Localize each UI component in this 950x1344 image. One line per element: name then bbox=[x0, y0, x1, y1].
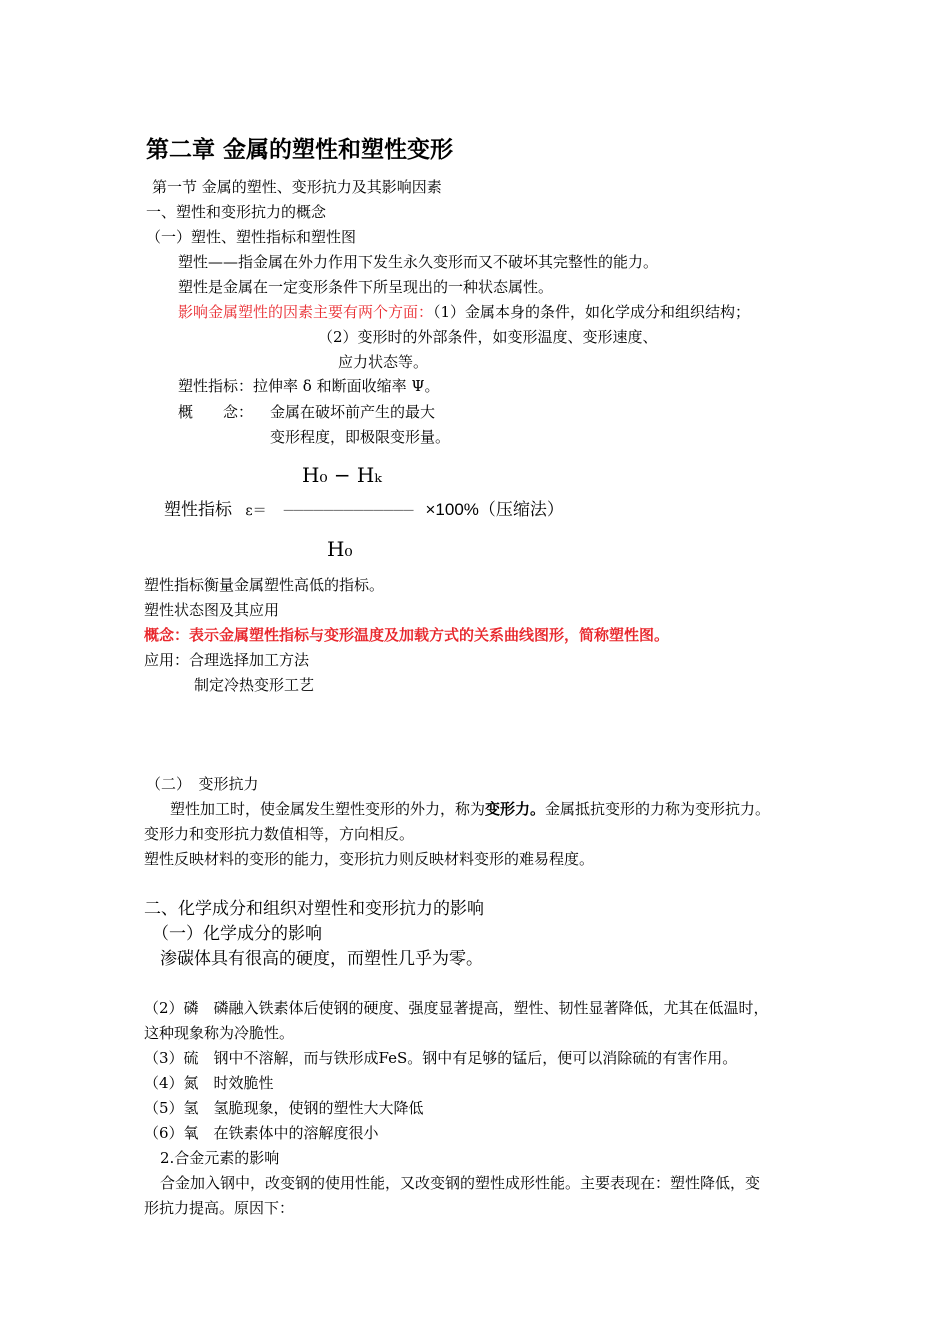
resistance-paragraph-1 bbox=[170, 799, 770, 819]
chapter-title: 第二章 金属的塑性和塑性变形 bbox=[146, 137, 454, 163]
factor-2b: 应力状态等。 bbox=[338, 353, 429, 371]
subheading-resistance: （二） 变形抗力 bbox=[146, 775, 259, 793]
section-title: 第一节 金属的塑性、变形抗力及其影响因素 bbox=[152, 178, 442, 196]
resistance-text-c: 金属抵抗变形的力称为变形抗力。 bbox=[545, 800, 771, 818]
plasticity-index-line: 塑性指标：拉伸率 δ 和断面收缩率 Ψ。 bbox=[178, 377, 440, 395]
resistance-paragraph-3: 塑性反映材料的变形的能力，变形抗力则反映材料变形的难易程度。 bbox=[144, 850, 595, 868]
measure-line: 塑性指标衡量金属塑性高低的指标。 bbox=[144, 576, 385, 594]
application-line-2: 制定冷热变形工艺 bbox=[194, 676, 315, 694]
oxygen-line: （6）氧 在铁素体中的溶解度很小 bbox=[144, 1124, 379, 1142]
factor-1: （1）金属本身的条件，如化学成分和组织结构； bbox=[433, 303, 751, 321]
sulfur-line: （3）硫 钢中不溶解，而与铁形成FeS。钢中有足够的锰后，便可以消除硫的有害作用。 bbox=[144, 1049, 738, 1067]
formula-denominator: H₀ bbox=[327, 537, 353, 561]
factor-2: （2）变形时的外部条件，如变形温度、变形速度、 bbox=[318, 328, 658, 346]
phosphorus-line-1: （2）磷 磷融入铁素体后使钢的硬度、强度显著提高，塑性、韧性显著降低，尤其在低温时， bbox=[144, 999, 769, 1017]
nitrogen-line: （4）氮 时效脆性 bbox=[144, 1074, 274, 1092]
deformation-force-term: 变形力。 bbox=[485, 800, 546, 818]
subheading-chemical: （一）化学成分的影响 bbox=[152, 924, 322, 944]
application-line-1: 应用：合理选择加工方法 bbox=[144, 651, 310, 669]
formula-epsilon: ε＝ bbox=[245, 503, 267, 519]
subheading-plasticity: （一）塑性、塑性指标和塑性图 bbox=[146, 228, 357, 246]
phosphorus-line-2: 这种现象称为冷脆性。 bbox=[144, 1024, 295, 1042]
carbide-line: 渗碳体具有很高的硬度，而塑性几乎为零。 bbox=[160, 949, 483, 969]
definition-state: 塑性是金属在一定变形条件下所呈现出的一种状态属性。 bbox=[178, 278, 554, 296]
definition-plasticity: 塑性——指金属在外力作用下发生永久变形而又不破坏其完整性的能力。 bbox=[178, 253, 659, 271]
formula-prefix: 塑性指标 bbox=[164, 500, 232, 520]
factors-red-text: 影响金属塑性的因素主要有两个方面： bbox=[178, 303, 434, 321]
formula-line bbox=[164, 499, 564, 523]
heading-concept: 一、塑性和变形抗力的概念 bbox=[146, 203, 327, 221]
formula-method: （压缩法） bbox=[478, 500, 564, 520]
resistance-text-a: 塑性加工时，使金属发生塑性变形的外力，称为 bbox=[170, 800, 486, 818]
concept-red-line: 概念：表示金属塑性指标与变形温度及加载方式的关系曲线图形，简称塑性图。 bbox=[144, 626, 670, 644]
alloy-heading: 2.合金元素的影响 bbox=[160, 1149, 280, 1167]
alloy-paragraph-2: 形抗力提高。原因下： bbox=[144, 1199, 295, 1217]
concept-text-1: 金属在破坏前产生的最大 bbox=[270, 403, 436, 421]
resistance-paragraph-2: 变形力和变形抗力数值相等，方向相反。 bbox=[144, 825, 415, 843]
concept-text-2: 变形程度，即极限变形量。 bbox=[270, 428, 451, 446]
factors-line bbox=[178, 302, 750, 322]
concept-label: 概 念： bbox=[178, 403, 254, 421]
hydrogen-line: （5）氢 氢脆现象，使钢的塑性大大降低 bbox=[144, 1099, 424, 1117]
formula-percent: ×100% bbox=[425, 500, 479, 519]
alloy-paragraph-1: 合金加入钢中，改变钢的使用性能，又改变钢的塑性成形性能。主要表现在：塑性降低，变 bbox=[160, 1174, 761, 1192]
formula-fraction-bar: －－－－－－－－－－－－－ bbox=[282, 504, 413, 519]
formula-numerator: H₀ − Hₖ bbox=[302, 463, 382, 487]
heading-composition: 二、化学成分和组织对塑性和变形抗力的影响 bbox=[144, 899, 484, 919]
state-diagram-line: 塑性状态图及其应用 bbox=[144, 601, 280, 619]
